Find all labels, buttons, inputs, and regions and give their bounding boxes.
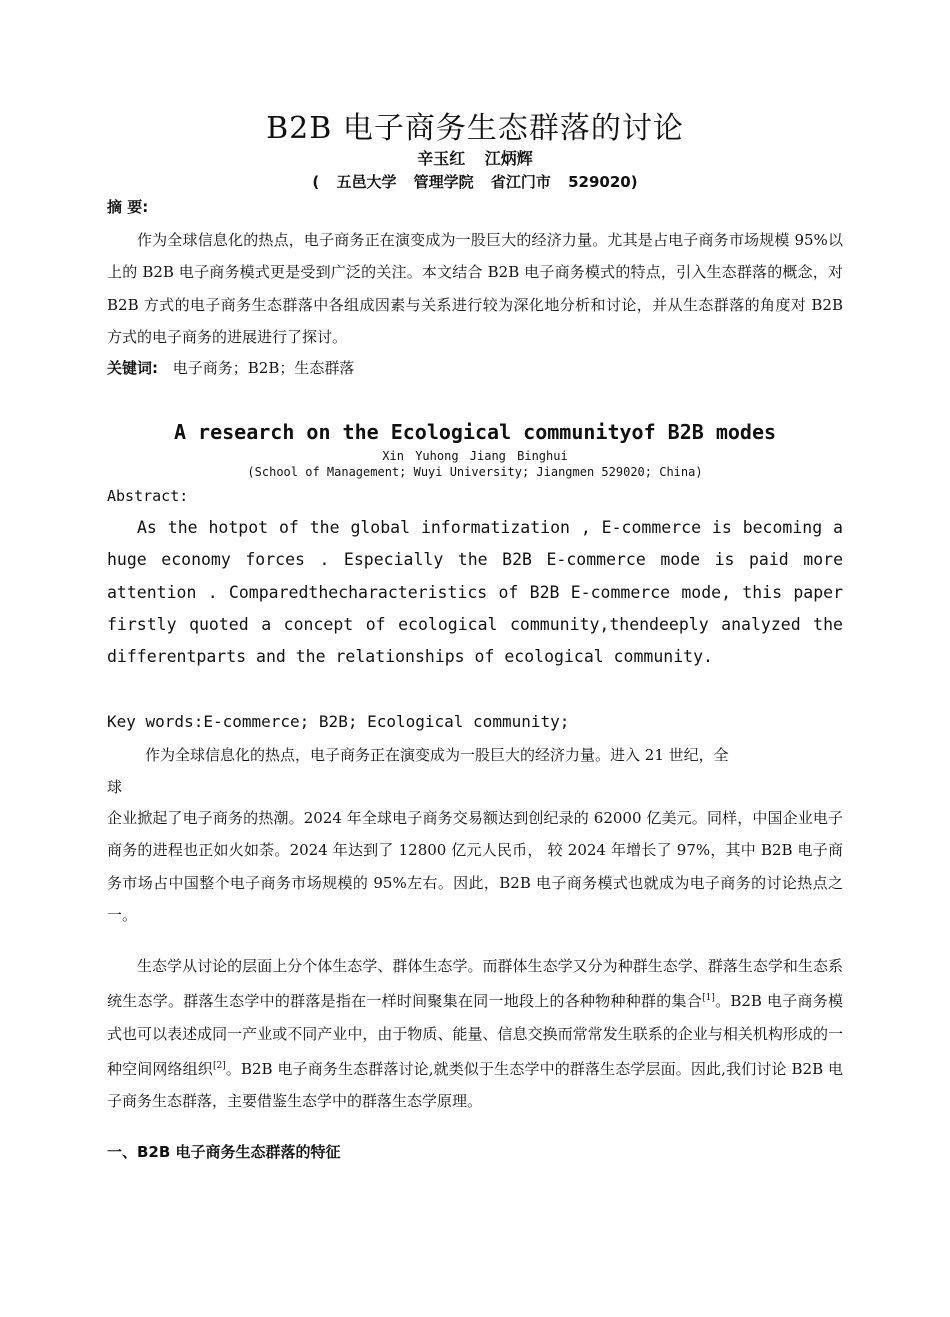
affiliation-en: (School of Management; Wuyi University; Jiangmen 529020; China) [247, 465, 703, 479]
citation-2[interactable]: [2] [212, 1060, 226, 1071]
body-p2-c: 。B2B 电子商务生态群落讨论,就类似于生态学中的群落生态学层面。因此,我们讨论 B2B 电子商务生态群落，主要借鉴生态学中的群落生态学原理。 [107, 1059, 843, 1111]
keywords-en-text: E-commerce; B2B; Ecological community; [203, 712, 570, 731]
body-p2-b: 。B2B 电子商务模式也可以表述成同一产业或不同产业中，由于物质、能量、信息交换而常常发生联系的企业与相关机构形成的一种空间网络组织 [107, 992, 843, 1078]
keywords-cn-text: 电子商务；B2B；生态群落 [172, 359, 355, 377]
keywords-cn-label: 关键词: [107, 359, 158, 377]
body-p1-rest: 企业掀起了电子商务的热潮。2024 年全球电子商务交易额达到创纪录的 62000 亿美元。同样，中国企业电子商务的进程也正如火如荼。2024 年达到了 12800 亿元人民币， 较 2024 年增长了 97%，其中 B2B 电子商务市场占中国整个电子商务市场规模的 95%左右。因此，B2B 电子商务模式也就成为电子商务的讨论热点之一。 [107, 809, 843, 924]
citation-1[interactable]: [1] [702, 993, 715, 1004]
abstract-en-label: Abstract: [107, 487, 189, 505]
paper-title-en: A research on the Ecological communityof B2B modes [173, 420, 777, 444]
authors-en: Xin Yuhong Jiang Binghui [382, 449, 568, 463]
abstract-en-text: As the hotpot of the global informatization , E-commerce is becoming a huge economy forces . Especially the B2B E-commerce mode is paid more attention . Comparedthecharacteristics of B2B E-commerce mode, this paper firstly quoted a concept of ecological community,thendeeply analyzed the differentparts and the relationships of ecological community. [107, 518, 843, 667]
body-p2 [107, 950, 843, 1117]
keywords-cn [107, 357, 354, 378]
affiliation-cn: ( 五邑大学 管理学院 省江门市 529020) [312, 173, 638, 191]
abstract-cn-label: 摘 要: [107, 198, 149, 216]
section-1-heading: 一、B2B 电子商务生态群落的特征 [107, 1143, 341, 1161]
body-p1-line2: 球 [107, 778, 123, 796]
keywords-en-label: Key words: [107, 712, 204, 731]
body-p1-line1: 作为全球信息化的热点，电子商务正在演变成为一股巨大的经济力量。进入 21 世纪，全 [145, 746, 729, 764]
abstract-cn-text: 作为全球信息化的热点，电子商务正在演变成为一股巨大的经济力量。尤其是占电子商务市场规模 95%以上的 B2B 电子商务模式更是受到广泛的关注。本文结合 B2B 电子商务模式的特点，引入生态群落的概念，对 B2B 方式的电子商务生态群落中各组成因素与关系进行较为深化地分析和讨论，并从生态群落的角度对 B2B 方式的电子商务的进展进行了探讨。 [107, 231, 843, 346]
body-p2-a: 生态学从讨论的层面上分个体生态学、群体生态学。而群体生态学又分为种群生态学、群落生态学和生态系统生态学。群落生态学中的群落是指在一样时间聚集在同一地段上的各种物种种群的集合 [107, 957, 843, 1011]
authors-cn: 辛玉红 江炳辉 [417, 149, 533, 168]
paper-title-cn: B2B 电子商务生态群落的讨论 [266, 111, 684, 146]
keywords-en [107, 712, 569, 731]
